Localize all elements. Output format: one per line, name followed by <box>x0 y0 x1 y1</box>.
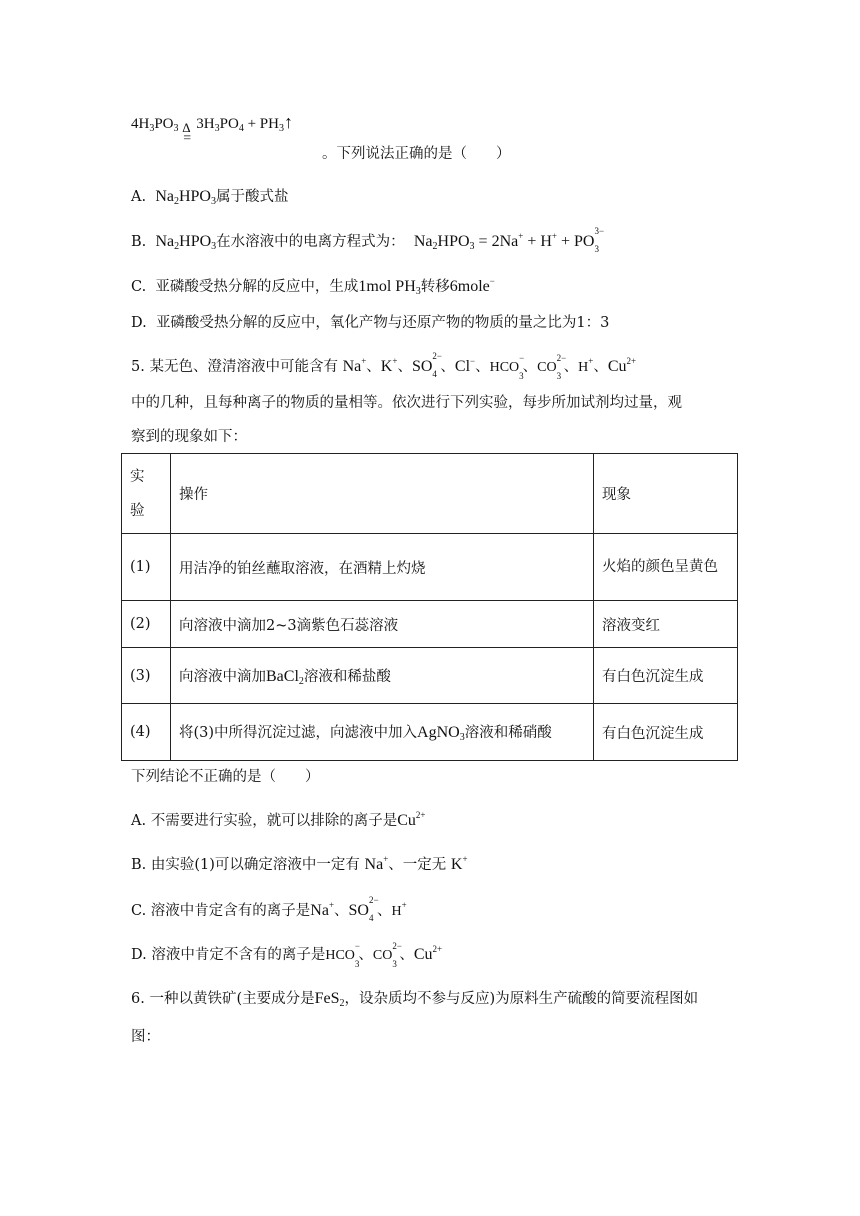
header-experiment: 实 验 <box>122 454 171 534</box>
heat-condition: Δ <box>182 120 191 135</box>
q4-option-b: B. $Na_2HPO_3$在水溶液中的电离方程式为： $Na_2HPO_3 = 2Na^+ + H^+$ + PO 3− 3 <box>131 226 605 254</box>
experiment-table <box>121 453 738 761</box>
table-row: (3) 向溶液中滴加BaCl$_2$溶液和稀盐酸 有白色沉淀生成 <box>122 648 738 704</box>
table-row: (2) 向溶液中滴加2~3滴紫色石蕊溶液 溶液变红 <box>122 601 738 648</box>
q4-option-d: D. 亚磷酸受热分解的反应中，氧化产物与还原产物的物质的量之比为1：3 <box>131 315 610 331</box>
q5-question: 下列结论不正确的是（ ） <box>131 769 320 785</box>
header-operation: 操作 <box>171 454 594 534</box>
q6-stem-line2: 图： <box>131 1029 160 1045</box>
q5-stem-line2: 中的几种，且每种离子的物质的量相等。依次进行下列实验，每步所加试剂均过量，观 <box>131 395 682 411</box>
decomposition-equation: $4H_3PO_3$ Δ = $3H_3PO_4$ + $PH_3↑$ <box>131 112 293 146</box>
q4-option-a: A. $Na_2HPO_3$属于酸式盐 <box>131 188 289 207</box>
q5-stem-line1: 5. 某无色、澄清溶液中可能含有 Na+、K+、SO 2− 4 、Cl−、HCO − 3 、CO 2− 3 、H+、$Cu^{2+}$ <box>131 351 637 381</box>
table-header-row <box>122 454 738 534</box>
q5-option-a: A. 不需要进行实验，就可以排除的离子是$Cu^{2+}$ <box>131 810 426 829</box>
q4-stem-tail: 。下列说法正确的是（ ） <box>322 146 511 162</box>
table-row: (1) 用洁净的铂丝蘸取溶液，在酒精上灼烧 火焰的颜色呈黄色 <box>122 534 738 601</box>
q6-stem-line1: 6. 一种以黄铁矿(主要成分是FeS$_2$，设杂质均不参与反应)为原料生产硫酸的简要流程图如 <box>131 990 699 1009</box>
q5-option-c: C. 溶液中肯定含有的离子是Na+、SO 2− 4 、H+ <box>131 895 407 923</box>
q5-option-d: D. 溶液中肯定不含有的离子是HCO − 3 、CO 2− 3 、$Cu^{2+}$ <box>131 941 443 969</box>
header-phenomenon: 现象 <box>594 454 738 534</box>
q5-stem-line3: 察到的现象如下： <box>131 429 247 445</box>
q5-option-b: B. 由实验(1)可以确定溶液中一定有 Na+、一定无 K+ <box>131 854 468 873</box>
q4-option-c: C. 亚磷酸受热分解的反应中，生成1mol $PH_3$转移6mole− <box>131 276 495 297</box>
table-row: (4) 将(3)中所得沉淀过滤，向滤液中加入AgNO$_3$溶液和稀硝酸 有白色沉淀生成 <box>122 704 738 761</box>
